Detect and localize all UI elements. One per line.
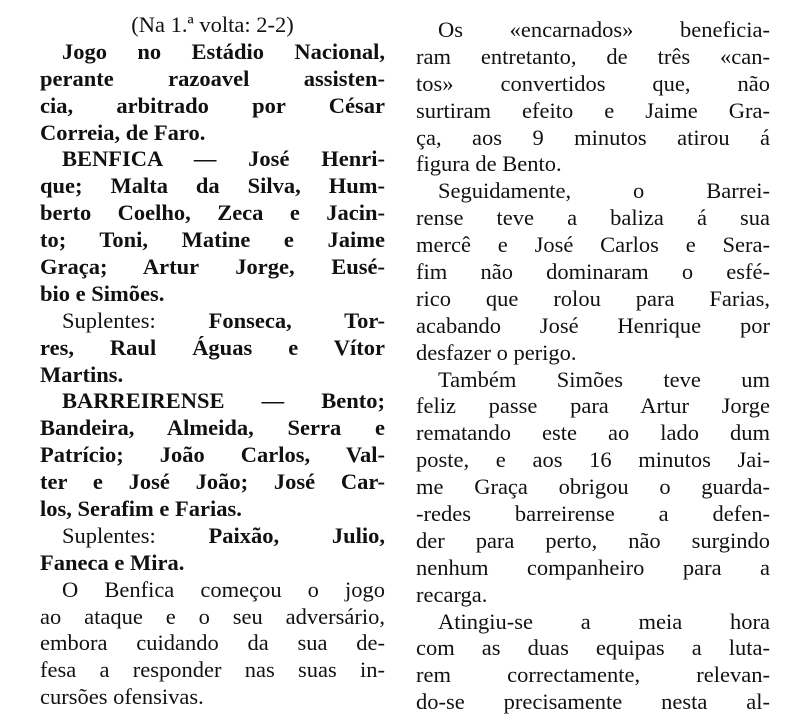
text-line	[40, 146, 385, 173]
text-line-content: rem correctamente, relevan-	[416, 662, 770, 688]
text-line	[40, 496, 385, 523]
text-line-content: (Na 1.ª volta: 2-2)	[131, 12, 294, 37]
text-line-content: -redes barreirense a defen-	[416, 501, 770, 527]
text-line-content: desfazer o perigo.	[416, 339, 577, 365]
text-line-content: bio e Simões.	[40, 280, 165, 306]
text-line-content: surtiram efeito e Jaime Gra-	[416, 97, 770, 123]
text-line	[40, 335, 385, 362]
text-line-content: Correia, de Faro.	[40, 119, 206, 145]
text-line	[416, 205, 770, 232]
text-line-content: Os «encarnados» beneficia-	[438, 17, 770, 42]
text-line-content: Fonseca, Tor-	[155, 307, 385, 333]
text-line	[40, 523, 385, 550]
text-line-content: ram entretanto, de três «can-	[416, 43, 770, 69]
text-line	[40, 388, 385, 415]
text-line	[416, 689, 770, 716]
text-line	[40, 39, 385, 66]
text-line-content: figura de Bento.	[416, 151, 562, 177]
text-line	[416, 367, 770, 394]
text-line-content: ça, aos 9 minutos atirou á	[416, 124, 770, 150]
text-line	[416, 582, 770, 609]
text-line-content: com as duas equipas a luta-	[416, 635, 770, 661]
text-line-content: Faneca e Mira.	[40, 549, 185, 575]
text-line	[40, 281, 385, 308]
text-line-content: nenhum companheiro para a	[416, 554, 770, 580]
text-line-content: do-se precisamente nesta al-	[416, 689, 770, 715]
text-line-content: Patrício; João Carlos, Val-	[40, 442, 385, 468]
text-line-content: poste, e aos 16 minutos Jai-	[416, 447, 770, 473]
text-line	[416, 259, 770, 286]
text-line-content: Paixão, Julio,	[155, 522, 385, 548]
text-line	[40, 254, 385, 281]
text-line	[416, 501, 770, 528]
text-line-content: der para perto, não surgindo	[416, 527, 770, 553]
text-line	[416, 555, 770, 582]
text-line	[40, 604, 385, 631]
text-line	[40, 630, 385, 657]
text-line-content: rematando este ao lado dum	[416, 420, 770, 446]
text-line-content: los, Serafim e Farias.	[40, 496, 242, 522]
text-line	[40, 308, 385, 335]
text-line-content: embora cuidando da sua de-	[40, 630, 385, 656]
text-line	[40, 550, 385, 577]
text-line	[40, 200, 385, 227]
text-line	[416, 17, 770, 44]
label-suplentes: Suplentes:	[62, 522, 156, 548]
text-line-content: Graça; Artur Jorge, Eusé-	[40, 254, 385, 280]
text-line-content: fim não dominaram o esfé-	[416, 259, 770, 285]
text-line-content: Atingiu-se a meia hora	[438, 608, 770, 634]
text-line-content: berto Coelho, Zeca e Jacin-	[40, 200, 385, 226]
text-line	[416, 98, 770, 125]
text-line	[40, 684, 385, 711]
text-line	[40, 173, 385, 200]
text-line-content: acabando José Henrique por	[416, 312, 770, 338]
article-column-right	[416, 17, 770, 716]
text-line	[416, 313, 770, 340]
text-line-content: me Graça obrigou o guarda-	[416, 474, 770, 500]
text-line	[416, 178, 770, 205]
text-line	[40, 442, 385, 469]
text-line-content: res, Raul Águas e Vítor	[40, 334, 385, 360]
text-line	[416, 609, 770, 636]
text-line	[40, 469, 385, 496]
article-subtitle	[40, 12, 385, 39]
text-line	[40, 93, 385, 120]
text-line-content: Martins.	[40, 361, 124, 387]
text-line-content: cursões ofensivas.	[40, 684, 204, 710]
text-line-content: tos» convertidos que, não	[416, 70, 770, 96]
text-line	[40, 120, 385, 147]
text-line	[416, 286, 770, 313]
text-line	[416, 44, 770, 71]
text-line	[416, 420, 770, 447]
text-line-content: fesa a responder nas suas in-	[40, 657, 385, 683]
text-line-content: Também Simões teve um	[438, 366, 770, 392]
text-line-content: to; Toni, Matine e Jaime	[40, 227, 385, 253]
article-column-left	[40, 12, 385, 711]
text-line	[416, 528, 770, 555]
text-line-content: ter e José João; José Car-	[40, 469, 385, 495]
text-line-content: ao ataque e o seu adversário,	[40, 603, 385, 629]
text-line-content: que; Malta da Silva, Hum-	[40, 173, 385, 199]
text-line	[40, 415, 385, 442]
text-line	[416, 151, 770, 178]
text-line-content: recarga.	[416, 581, 488, 607]
text-line-content: Seguidamente, o Barrei-	[438, 178, 770, 204]
text-line	[416, 393, 770, 420]
text-line	[416, 447, 770, 474]
text-line-content: BENFICA — José Henri-	[62, 146, 385, 172]
text-line	[40, 362, 385, 389]
text-line-content: Bandeira, Almeida, Serra e	[40, 415, 385, 441]
text-line	[40, 657, 385, 684]
text-line	[40, 66, 385, 93]
text-line-content: mercê e José Carlos e Sera-	[416, 232, 770, 258]
text-line-content: cia, arbitrado por César	[40, 92, 385, 118]
text-line	[416, 474, 770, 501]
text-line-content: rense teve a baliza á sua	[416, 205, 770, 231]
text-line	[416, 232, 770, 259]
text-line	[416, 340, 770, 367]
text-line	[40, 577, 385, 604]
text-line	[416, 662, 770, 689]
text-line-content: rico que rolou para Farias,	[416, 285, 770, 311]
text-line-content: BARREIRENSE — Bento;	[62, 388, 385, 414]
text-line	[416, 635, 770, 662]
text-line	[416, 71, 770, 98]
text-line-content: perante razoavel assisten-	[40, 65, 385, 91]
text-line-content: O Benfica começou o jogo	[62, 576, 385, 602]
text-line-content: feliz passe para Artur Jorge	[416, 393, 770, 419]
text-line	[416, 125, 770, 152]
text-line	[40, 227, 385, 254]
label-suplentes: Suplentes:	[62, 307, 156, 333]
text-line-content: Jogo no Estádio Nacional,	[62, 38, 385, 64]
